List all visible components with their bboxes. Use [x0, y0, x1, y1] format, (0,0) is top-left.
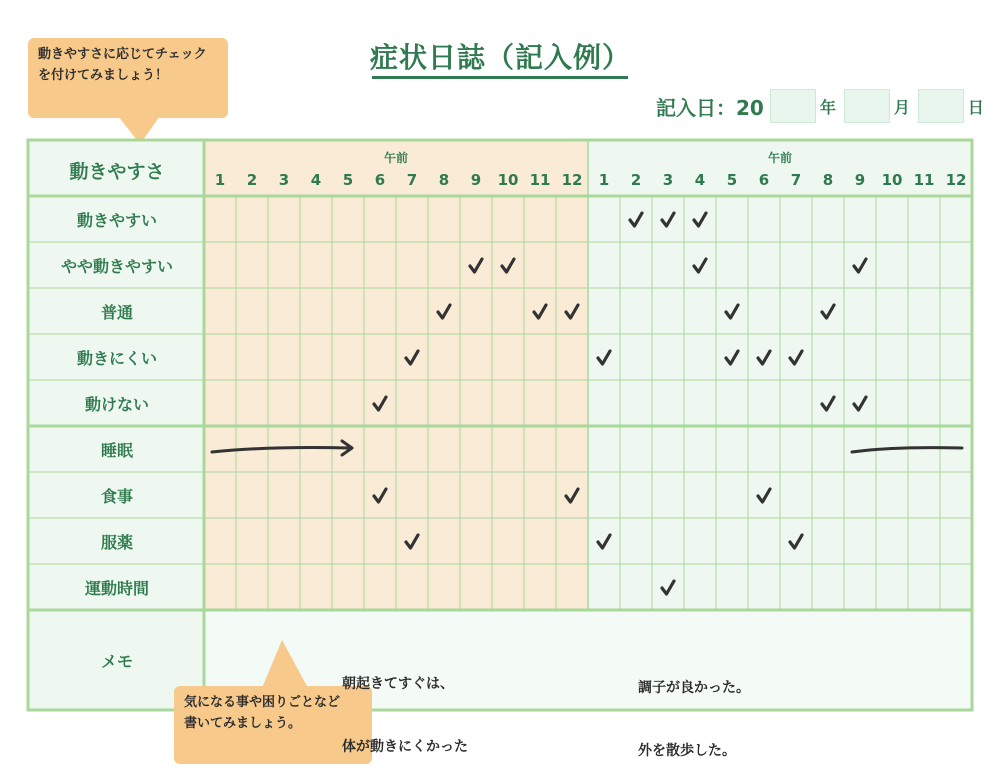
hour-label: 12 [945, 171, 967, 189]
memo-note-morning[interactable] [342, 632, 468, 779]
row-label: 普通 [100, 303, 133, 322]
hour-label: 9 [854, 171, 866, 189]
page-title: 症状日誌（記入例） [370, 41, 632, 74]
row-label: 服薬 [100, 533, 133, 552]
hour-label: 4 [694, 171, 706, 189]
hour-label: 3 [278, 171, 290, 189]
row-label: 動きやすい [76, 211, 157, 230]
hour-label: 10 [881, 171, 903, 189]
callout-line: 気になる事や困りごとなど [184, 695, 341, 710]
hour-label: 2 [630, 171, 642, 189]
hour-label: 5 [342, 171, 354, 189]
hour-label: 11 [913, 171, 935, 189]
row-label: 動きにくい [76, 349, 157, 368]
memo-line: 朝起きてすぐは、 [342, 676, 454, 692]
row-label: 運動時間 [84, 579, 149, 598]
row-label: やや動きやすい [60, 257, 173, 276]
day-unit: 日 [967, 97, 984, 117]
hour-label: 10 [497, 171, 519, 189]
entry-date-label: 記入日：20 [656, 95, 764, 120]
hour-label: 6 [374, 171, 386, 189]
hour-label: 5 [726, 171, 738, 189]
hour-label: 1 [598, 171, 610, 189]
hour-label: 12 [561, 171, 583, 189]
memo-line: 調子が良かった。 [638, 680, 750, 696]
callout-line: 書いてみましょう。 [184, 716, 302, 731]
hour-label: 1 [214, 171, 226, 189]
memo-note-afternoon[interactable] [638, 636, 750, 783]
row-label: 睡眠 [100, 441, 133, 460]
hour-label: 4 [310, 171, 322, 189]
row-label: 食事 [100, 487, 133, 506]
month-unit: 月 [893, 97, 910, 117]
hour-label: 8 [822, 171, 834, 189]
hour-label: 7 [406, 171, 418, 189]
year-unit: 年 [819, 97, 836, 117]
am-label: 午前 [383, 151, 409, 165]
corner-label: 動きやすさ [69, 161, 165, 183]
callout-line: を付けてみましょう！ [38, 68, 169, 83]
hour-label: 6 [758, 171, 770, 189]
callout-line: 動きやすさに応じてチェック [38, 47, 207, 62]
memo-line: 外を散歩した。 [638, 743, 736, 759]
hour-label: 9 [470, 171, 482, 189]
callout-tail [262, 640, 308, 688]
hour-label: 7 [790, 171, 802, 189]
row-label: 動けない [84, 395, 149, 414]
pm-label: 午前 [767, 151, 793, 165]
hour-label: 8 [438, 171, 450, 189]
memo-label: メモ [100, 652, 133, 671]
hour-label: 11 [529, 171, 551, 189]
hour-label: 3 [662, 171, 674, 189]
memo-line: 体が動きにくかった [342, 739, 468, 755]
hour-label: 2 [246, 171, 258, 189]
